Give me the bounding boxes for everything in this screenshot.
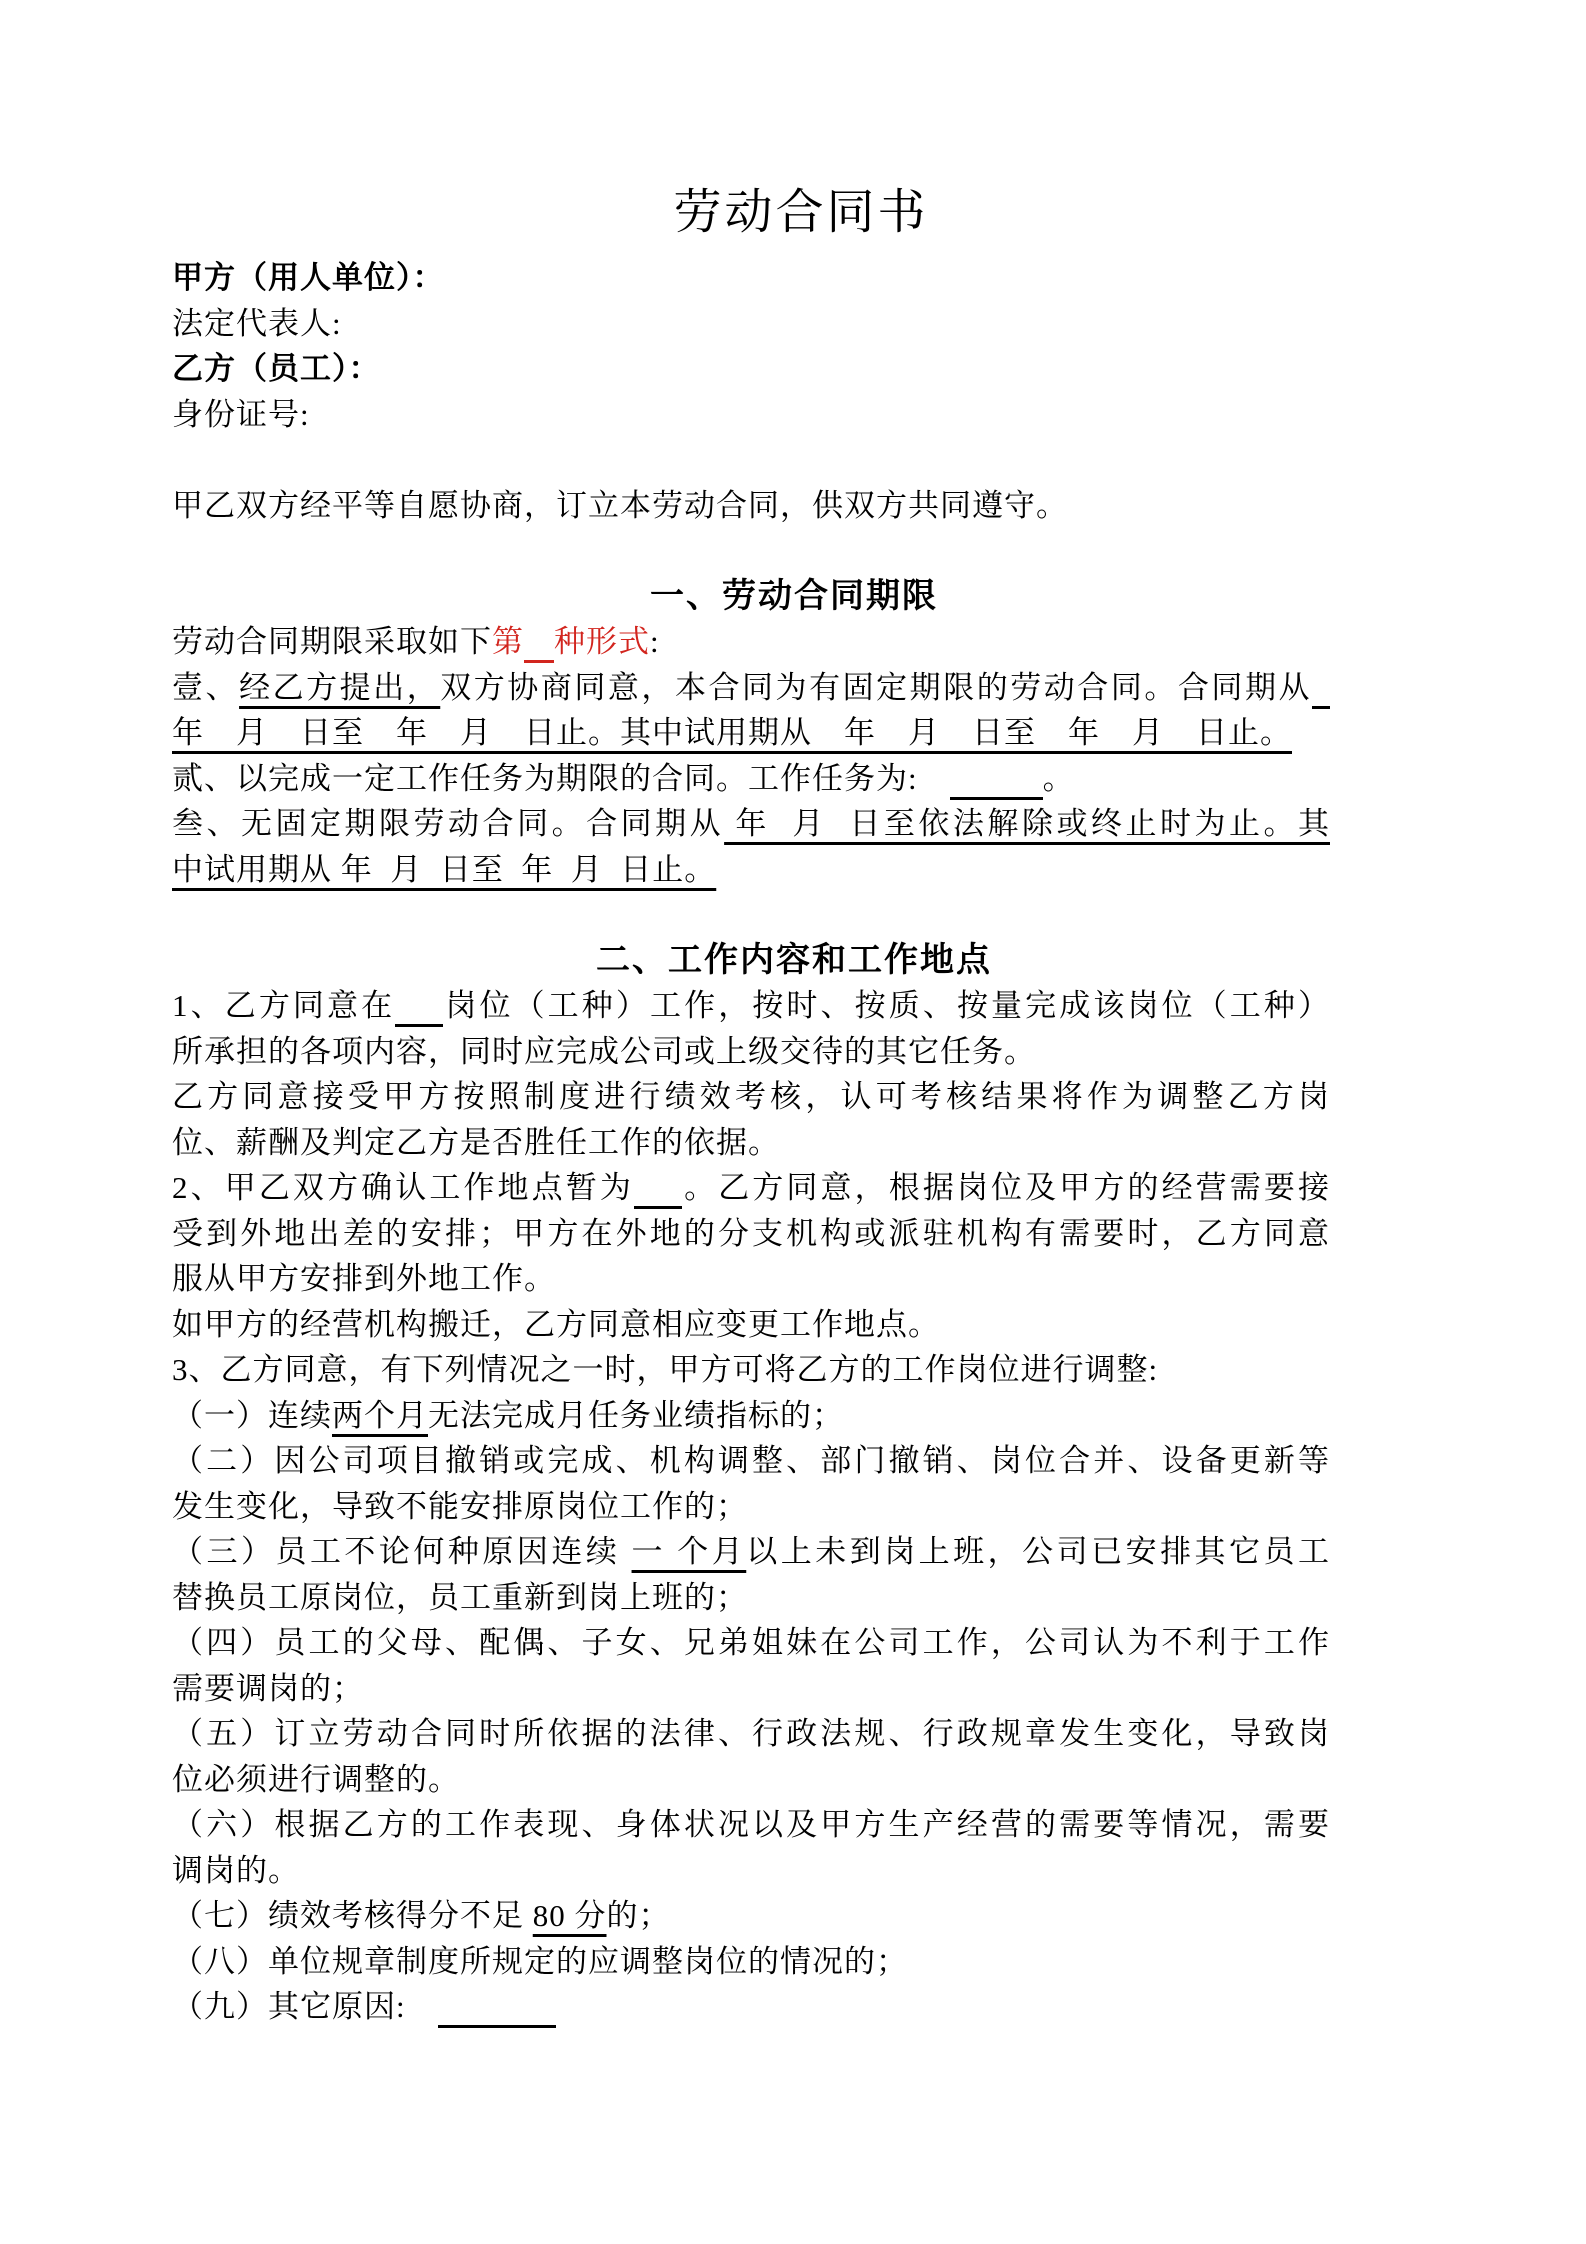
text-segment: 以上未到岗上班，公司已安排其它员工 — [746, 1534, 1330, 1569]
text-segment: 一、劳动合同期限 — [650, 577, 938, 615]
text-line — [172, 255, 1330, 301]
text-line — [172, 1939, 1330, 1985]
text-segment: （八）单位规章制度所规定的应调整岗位的情况的； — [172, 1943, 908, 1979]
text-segment: 所承担的各项内容，同时应完成公司或上级交待的其它任务。 — [172, 1033, 1036, 1069]
text-line — [172, 1120, 1330, 1166]
text-line — [172, 1484, 1330, 1530]
text-segment: 二、工作内容和工作地点 — [596, 941, 992, 979]
text-line — [172, 346, 1330, 392]
text-segment: 两个月 — [332, 1397, 428, 1433]
text-line — [172, 938, 1416, 984]
text-segment: 的； — [606, 1898, 671, 1933]
text-segment: 法定代表人: — [172, 305, 342, 341]
text-line — [172, 847, 1330, 893]
text-segment: （七）绩效考核得分不足 — [172, 1898, 533, 1933]
text-line — [172, 1347, 1330, 1393]
document-body — [172, 255, 1330, 2030]
text-line — [172, 1074, 1330, 1120]
blank-line — [172, 437, 1330, 483]
text-segment: 第 — [492, 624, 524, 659]
text-line — [172, 1848, 1330, 1894]
page-title: 劳动合同书 — [673, 186, 929, 239]
text-segment: 需要调岗的； — [172, 1670, 364, 1706]
blank-underline — [438, 1998, 556, 2028]
text-segment: : — [650, 624, 660, 659]
text-line — [172, 1438, 1330, 1484]
text-segment: 岗位（工种）工作，按时、按质、按量完成该岗位（工种） — [443, 988, 1330, 1023]
text-segment: 受到外地出差的安排；甲方在外地的分支机构或派驻机构有需要时，乙方同意 — [172, 1215, 1330, 1251]
text-segment: 80 分 — [532, 1898, 607, 1933]
text-segment: 劳动合同期限采取如下 — [172, 624, 492, 659]
text-line — [172, 392, 1330, 438]
text-segment: 2、甲乙双方确认工作地点暂为 — [172, 1170, 634, 1205]
text-line — [172, 1529, 1330, 1575]
text-segment: （二）因公司项目撤销或完成、机构调整、部门撤销、岗位合并、设备更新等 — [172, 1443, 1330, 1478]
text-line — [172, 1757, 1330, 1803]
text-line — [172, 1575, 1330, 1621]
text-segment: 3、乙方同意，有下列情况之一时，甲方可将乙方的工作岗位进行调整: — [172, 1352, 1159, 1387]
text-segment: 身份证号: — [172, 396, 310, 432]
text-segment: （一）连续 — [172, 1397, 332, 1433]
text-segment: （四）员工的父母、配偶、子女、兄弟姐妹在公司工作，公司认为不利于工作 — [172, 1625, 1330, 1660]
text-segment: 位必须进行调整的。 — [172, 1761, 460, 1797]
text-segment: 甲乙双方经平等自愿协商，订立本劳动合同，供双方共同遵守。 — [172, 487, 1068, 523]
text-segment: （三）员工不论何种原因连续 — [172, 1534, 632, 1569]
text-segment: 种形式 — [554, 624, 650, 659]
text-line — [172, 1029, 1330, 1075]
text-line — [172, 483, 1330, 529]
text-line — [172, 1211, 1330, 1257]
blank-underline — [395, 997, 443, 1027]
blank-line — [172, 892, 1330, 938]
text-segment: 如甲方的经营机构搬迁，乙方同意相应变更工作地点。 — [172, 1306, 940, 1342]
text-line — [172, 1620, 1330, 1666]
text-segment: 乙方同意接受甲方按照制度进行绩效考核，认可考核结果将作为调整乙方岗 — [172, 1079, 1330, 1114]
blank-underline — [1312, 679, 1330, 709]
text-segment: 位、薪酬及判定乙方是否胜任工作的依据。 — [172, 1124, 780, 1160]
text-segment: 一 个月 — [631, 1534, 747, 1569]
text-line — [172, 710, 1330, 756]
blank-underline — [524, 633, 554, 663]
text-segment: 发生变化，导致不能安排原岗位工作的； — [172, 1488, 748, 1524]
text-line — [172, 1984, 1330, 2030]
text-line — [172, 619, 1330, 665]
text-line — [172, 1711, 1330, 1757]
text-line — [172, 1802, 1330, 1848]
text-segment: （六）根据乙方的工作表现、身体状况以及甲方生产经营的需要等情况，需要 — [172, 1807, 1330, 1842]
text-line — [172, 1302, 1330, 1348]
text-segment: 叁、无固定期限劳动合同。合同期从 — [172, 806, 725, 841]
text-segment: 乙方（员工）： — [172, 351, 381, 386]
text-line — [172, 983, 1330, 1029]
text-line — [172, 1893, 1330, 1939]
text-segment: 调岗的。 — [172, 1852, 300, 1888]
text-segment: 贰、以完成一定工作任务为期限的合同。工作任务为: — [172, 760, 950, 796]
text-line — [172, 756, 1330, 802]
text-segment: （九）其它原因: — [172, 1989, 438, 2024]
text-segment: 年 月 日至依法解除或终止时为止。其 — [724, 806, 1330, 841]
text-segment: 双方协商同意，本合同为有固定期限的劳动合同。合同期从 — [440, 669, 1313, 705]
text-segment: 年 月 日至 年 月 日止。其中试用期从 年 月 日至 年 月 日止。 — [172, 715, 1292, 750]
blank-line — [172, 528, 1330, 574]
text-segment: 无法完成月任务业绩指标的； — [428, 1397, 844, 1433]
blank-underline — [634, 1179, 682, 1209]
text-line — [172, 1666, 1330, 1712]
text-segment: 1、乙方同意在 — [172, 988, 396, 1023]
text-line — [172, 574, 1416, 620]
text-segment: 甲方（用人单位）： — [172, 260, 445, 295]
text-line — [172, 1165, 1330, 1211]
text-segment: 服从甲方安排到外地工作。 — [172, 1261, 556, 1296]
text-segment: 经乙方提出， — [239, 669, 441, 705]
blank-underline — [950, 770, 1043, 800]
text-line — [172, 665, 1330, 711]
text-segment: 。 — [1042, 760, 1075, 796]
text-segment: 壹、 — [172, 669, 240, 705]
text-line — [172, 801, 1330, 847]
text-segment: 替换员工原岗位，员工重新到岗上班的； — [172, 1579, 748, 1615]
text-line — [172, 301, 1330, 347]
text-segment: 。乙方同意，根据岗位及甲方的经营需要接 — [681, 1170, 1330, 1205]
text-segment: （五）订立劳动合同时所依据的法律、行政法规、行政规章发生变化，导致岗 — [172, 1716, 1330, 1751]
text-line — [172, 1393, 1330, 1439]
text-line — [172, 1256, 1330, 1302]
text-segment: 中试用期从 年 月 日至 年 月 日止。 — [172, 851, 717, 887]
